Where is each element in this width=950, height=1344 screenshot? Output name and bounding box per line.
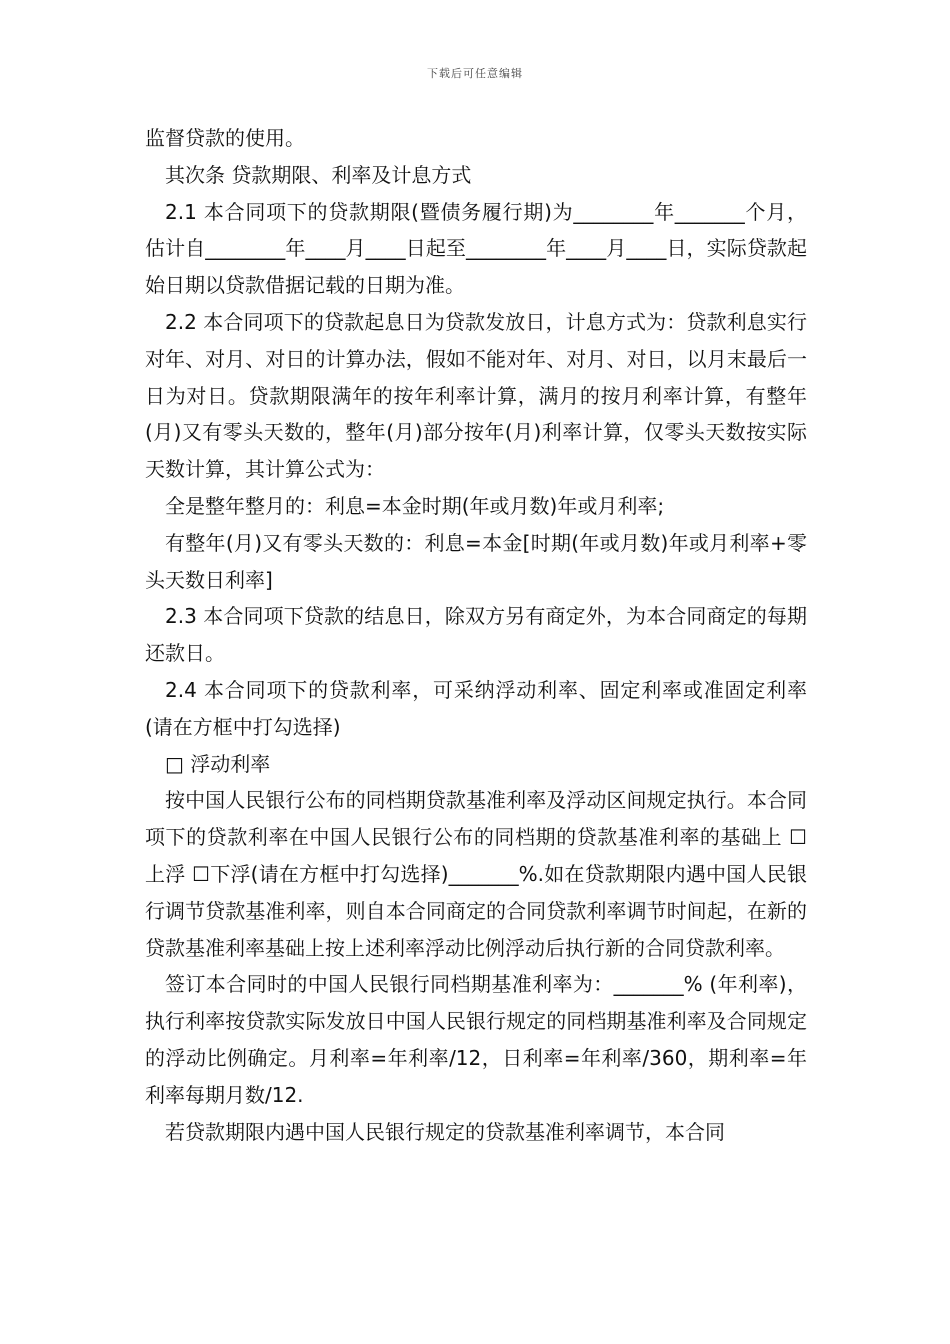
clause-2-2: 2.2 本合同项下的贷款起息日为贷款发放日，计息方式为：贷款利息实行对年、对月、对日的计算办法，假如不能对年、对月、对日，以月末最后一日为对日。贷款期限满年的按年利率计算，满月的按月利率计算，有整年(月)又有零头天数的，整年(月)部分按年(月)利率计算，仅零头天数按实际天数计算，其计算公式为：: [145, 309, 807, 482]
page-header: 下载后可任意编辑: [427, 67, 523, 80]
document-body: [145, 120, 807, 1150]
article-2-heading: 其次条 贷款期限、利率及计息方式: [165, 162, 472, 187]
floating-rate-option: □ 浮动利率: [165, 751, 271, 776]
clause-2-4: 2.4 本合同项下的贷款利率，可采纳浮动利率、固定利率或准固定利率(请在方框中打勾选择): [145, 677, 807, 739]
clause-2-3: 2.3 本合同项下贷款的结息日，除双方另有商定外，为本合同商定的每期还款日。: [145, 604, 807, 666]
paragraph-supervision: 监督贷款的使用。: [145, 126, 305, 150]
rate-adjustment-paragraph: 若贷款期限内遇中国人民银行规定的贷款基准利率调节，本合同: [165, 1119, 725, 1144]
benchmark-rate-paragraph: 签订本合同时的中国人民银行同档期基准利率为：_______% (年利率)，执行利率按贷款实际发放日中国人民银行规定的同档期基准利率及合同规定的浮动比例确定。月利率=年利率/12，日利率=年利率/360，期利率=年利率每期月数/12.: [145, 972, 807, 1107]
formula-with-odd-days: 有整年(月)又有零头天数的：利息=本金[时期(年或月数)年或月利率+零头天数日利率]: [145, 530, 807, 592]
clause-2-1: 2.1 本合同项下的贷款期限(暨债务履行期)为________年_______个月，估计自________年____月____日起至________年____月____日，实际贷款起始日期以贷款借据记载的日期为准。: [145, 199, 807, 298]
formula-whole-years: 全是整年整月的：利息=本金时期(年或月数)年或月利率;: [165, 493, 665, 518]
floating-rate-description: 按中国人民银行公布的同档期贷款基准利率及浮动区间规定执行。本合同项下的贷款利率在中国人民银行公布的同档期的贷款基准利率的基础上 ☐上浮 ☐下浮(请在方框中打勾选择)_______%.如在贷款期限内遇中国人民银行调节贷款基准利率，则自本合同商定的合同贷款利率调节时间起，在新的贷款基准利率基础上按上述利率浮动比例浮动后执行新的合同贷款利率。: [145, 788, 807, 960]
